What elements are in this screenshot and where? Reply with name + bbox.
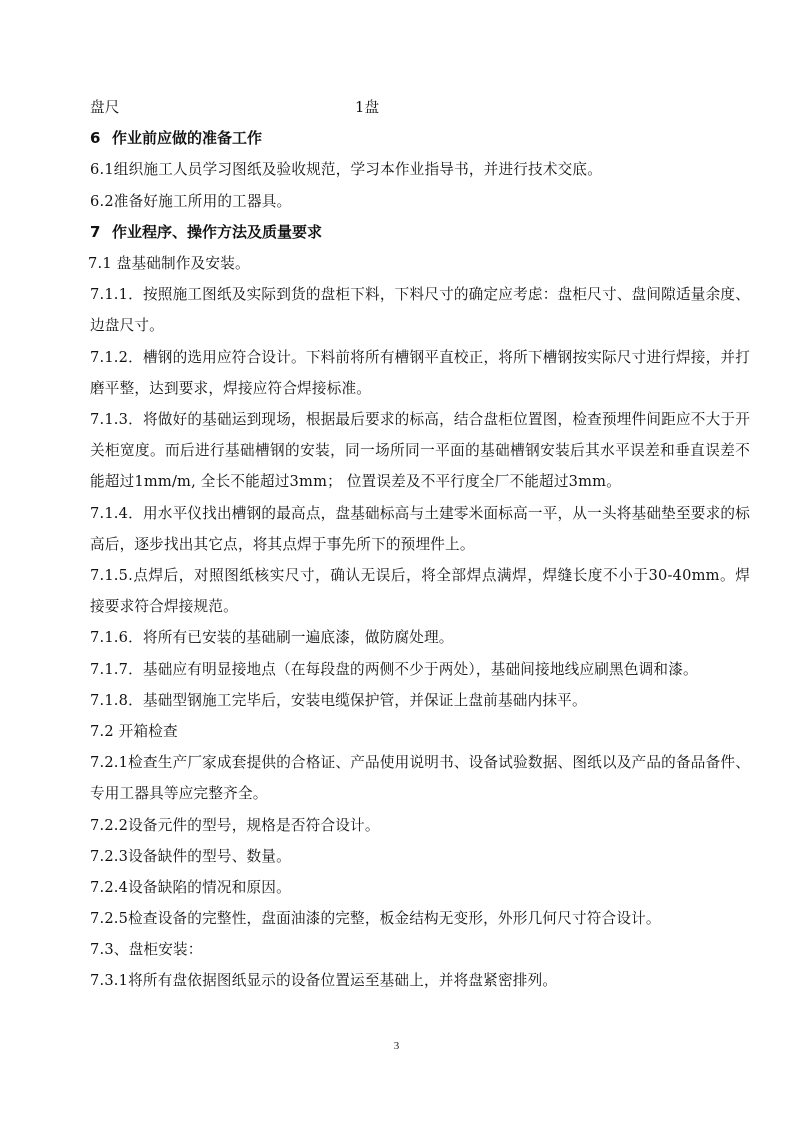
item-7-2-2: 7.2.2设备元件的型号，规格是否符合设计。 [90, 816, 380, 834]
item-7-1-5: 7.1.5.点焊后，对照图纸核实尺寸，确认无误后，将全部焊点满焊，焊缝长度不小于30-40mm。焊接要求符合焊接规范。 [90, 566, 750, 616]
item-7-1-3: 7.1.3．将做好的基础运到现场，根据最后要求的标高，结合盘柜位置图，检查预埋件间距应不大于开关柜宽度。而后进行基础槽钢的安装，同一场所同一平面的基础槽钢安装后其水平误差和垂直误差不能超过1mm/m, 全长不能超过3mm； 位置误差及不平行度全厂不能超过3mm。 [90, 410, 750, 491]
subsection-7-3-title: 7.3、盘柜安装： [90, 941, 203, 959]
section-7-number: 7 [90, 222, 101, 241]
item-7-2-3: 7.2.3设备缺件的型号、数量。 [90, 847, 291, 865]
item-6-2: 6.2准备好施工所用的工器具。 [90, 192, 292, 210]
item-7-3-1: 7.3.1将所有盘依据图纸显示的设备位置运至基础上，并将盘紧密排列。 [90, 972, 558, 990]
item-7-1-8: 7.1.8．基础型钢施工完毕后，安装电缆保护管，并保证上盘前基础内抹平。 [90, 691, 587, 709]
item-7-1-7: 7.1.7．基础应有明显接地点（在每段盘的两侧不少于两处），基础间接地线应刷黑色调和漆。 [90, 660, 698, 678]
item-7-2-5: 7.2.5检查设备的完整性，盘面油漆的完整，板金结构无变形，外形几何尺寸符合设计。 [90, 910, 661, 928]
tool-name: 盘尺 [90, 99, 120, 116]
tool-quantity: 1盘 [355, 99, 380, 116]
page-number: 3 [393, 1040, 400, 1052]
section-7-heading [90, 217, 750, 248]
item-6-1: 6.1组织施工人员学习图纸及验收规范，学习本作业指导书，并进行技术交底。 [90, 161, 603, 179]
item-7-2-4: 7.2.4设备缺陷的情况和原因。 [90, 878, 291, 896]
item-7-1-6: 7.1.6．将所有已安装的基础刷一遍底漆，做防腐处理。 [90, 629, 454, 647]
item-7-2-1: 7.2.1检查生产厂家成套提供的合格证、产品使用说明书、设备试验数据、图纸以及产品的备品备件、专用工器具等应完整齐全。 [90, 754, 750, 803]
item-7-1-1: 7.1.1．按照施工图纸及实际到货的盘柜下料，下料尺寸的确定应考虑：盘柜尺寸、盘间隙适量余度、边盘尺寸。 [90, 286, 750, 335]
section-6-title: 作业前应做的准备工作 [112, 129, 263, 148]
item-7-1-2: 7.1.2．槽钢的选用应符合设计。下料前将所有槽钢平直校正，将所下槽钢按实际尺寸进行焊接，并打磨平整，达到要求，焊接应符合焊接标准。 [90, 348, 750, 397]
subsection-7-2-title: 7.2 开箱检查 [90, 722, 178, 740]
section-6-number: 6 [90, 129, 101, 148]
tool-row [90, 92, 750, 123]
section-6-heading [90, 123, 750, 154]
document-body [90, 92, 750, 997]
item-7-1-4: 7.1.4．用水平仪找出槽钢的最高点，盘基础标高与土建零米面标高一平，从一头将基础垫至要求的标高后，逐步找出其它点，将其点焊于事先所下的预埋件上。 [90, 504, 750, 553]
section-7-title: 作业程序、操作方法及质量要求 [112, 222, 323, 241]
subsection-7-1-title: 7.1 盘基础制作及安装。 [88, 254, 250, 272]
